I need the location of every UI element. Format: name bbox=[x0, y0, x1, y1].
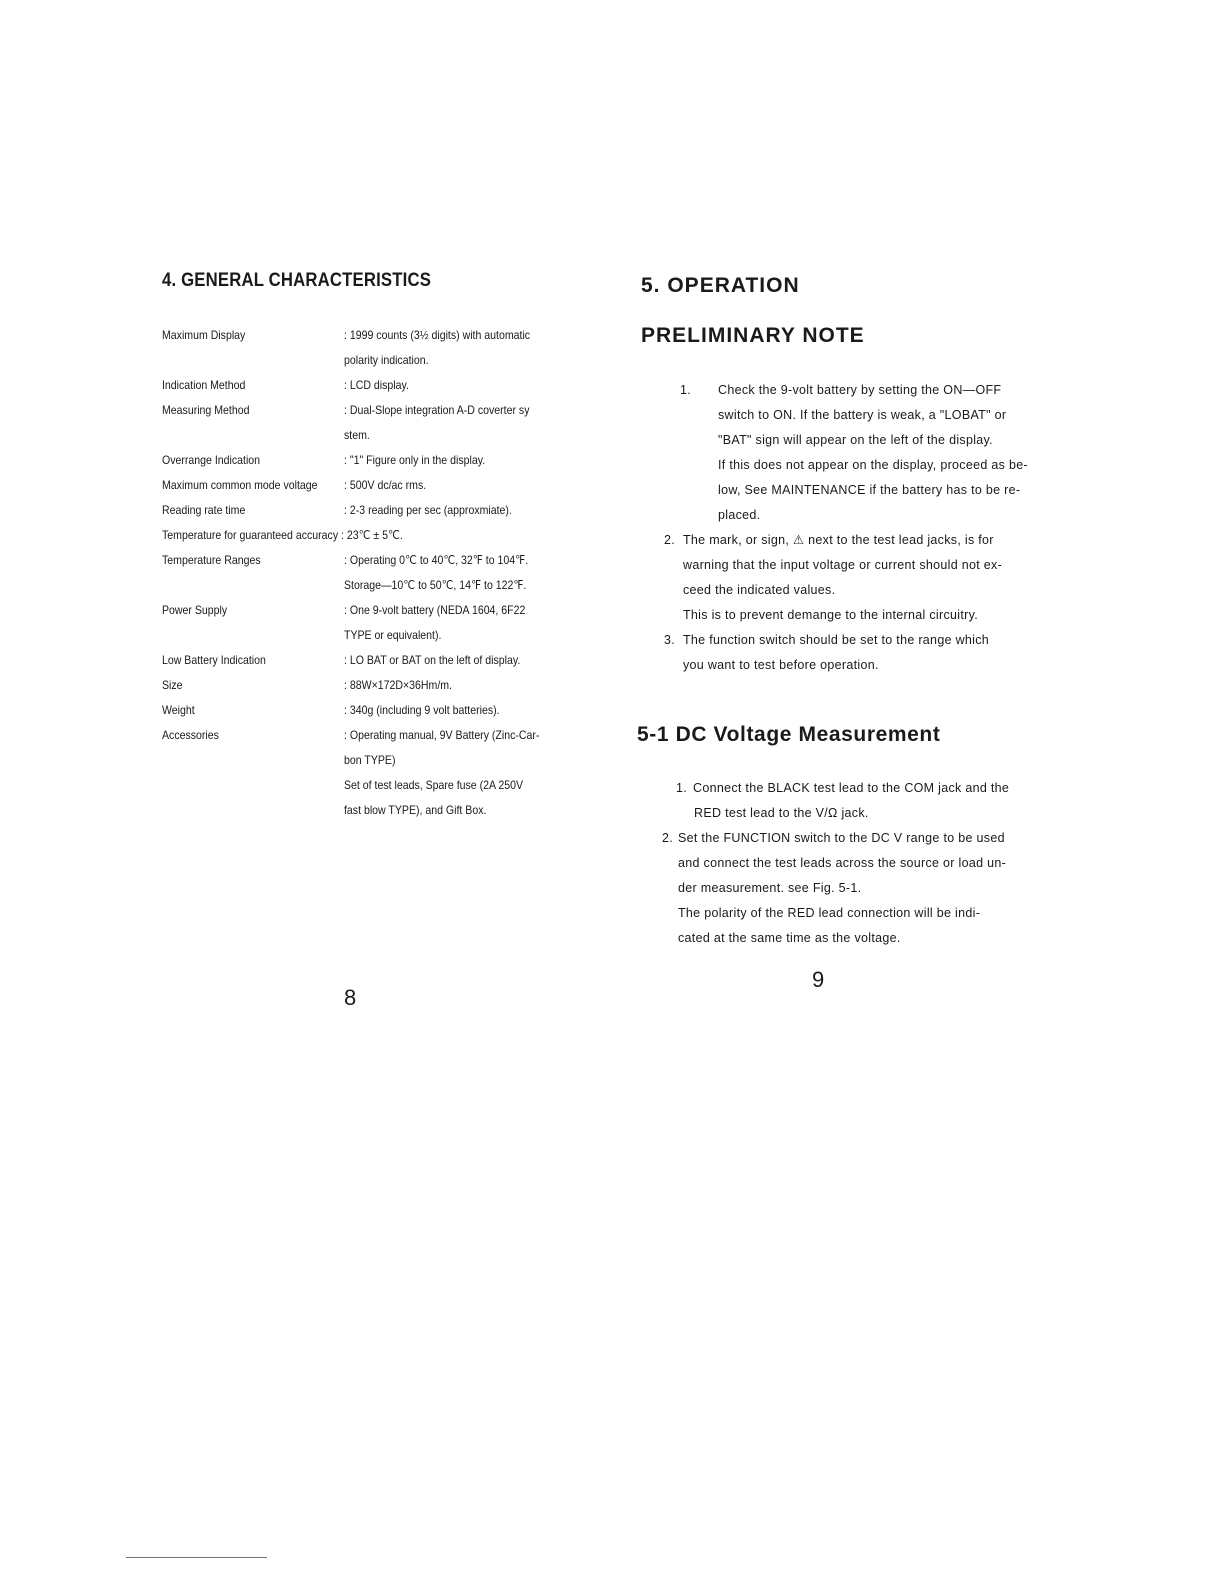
spec-value-line: : 88W×172D×36Hm/m. bbox=[344, 678, 452, 692]
spec-value bbox=[344, 323, 562, 373]
section-heading-general-characteristics: 4. GENERAL CHARACTERISTICS bbox=[162, 270, 432, 291]
list-item-line: switch to ON. If the battery is weak, a "LOBAT" or bbox=[718, 408, 1007, 422]
spec-value bbox=[344, 398, 562, 448]
spec-label: Low Battery Indication bbox=[162, 653, 266, 667]
spec-table bbox=[162, 323, 592, 823]
spec-value bbox=[162, 523, 540, 548]
spec-label: Accessories bbox=[162, 728, 219, 742]
spec-label: Measuring Method bbox=[162, 403, 250, 417]
spec-value-line: polarity indication. bbox=[344, 353, 429, 367]
spec-value bbox=[344, 548, 562, 598]
list-item-line: cated at the same time as the voltage. bbox=[678, 931, 901, 945]
spec-value-line: : Operating manual, 9V Battery (Zinc-Car- bbox=[344, 728, 540, 742]
spec-value bbox=[344, 598, 562, 648]
list-item-line: ceed the indicated values. bbox=[683, 583, 836, 597]
list-item-number: 2. bbox=[664, 533, 676, 547]
spec-value-line: : Dual-Slope integration A-D coverter sy bbox=[344, 403, 530, 417]
list-item-line: warning that the input voltage or current should not ex- bbox=[683, 558, 1003, 572]
list-item-number: 3. bbox=[664, 633, 676, 647]
spec-label: Reading rate time bbox=[162, 503, 246, 517]
spec-value-line: : 2-3 reading per sec (approxmiate). bbox=[344, 503, 512, 517]
spec-row bbox=[162, 673, 592, 698]
spec-value-line: : "1" Figure only in the display. bbox=[344, 453, 486, 467]
list-item-line: der measurement. see Fig. 5-1. bbox=[678, 881, 862, 895]
dc-voltage-steps-list bbox=[662, 776, 1052, 951]
list-item-line: "BAT" sign will appear on the left of the display. bbox=[718, 433, 993, 447]
subheading-preliminary-note: PRELIMINARY NOTE bbox=[641, 324, 865, 347]
spec-value bbox=[344, 648, 562, 673]
spec-value-line: : LCD display. bbox=[344, 378, 409, 392]
spec-value bbox=[344, 448, 562, 473]
spec-label: Weight bbox=[162, 703, 195, 717]
spec-row bbox=[162, 498, 592, 523]
list-item-line: RED test lead to the V/Ω jack. bbox=[694, 806, 869, 820]
spec-row bbox=[162, 398, 592, 448]
page-number-left: 8 bbox=[344, 985, 357, 1010]
spec-value-line: bon TYPE) bbox=[344, 753, 396, 767]
spec-row bbox=[162, 323, 592, 373]
spec-value-line: Storage—10℃ to 50℃, 14℉ to 122℉. bbox=[344, 578, 527, 592]
spec-label: Temperature for guaranteed accuracy : 23℃ ± 5℃. bbox=[162, 528, 403, 542]
list-item bbox=[662, 826, 1052, 951]
list-item bbox=[664, 628, 1054, 678]
spec-label: Power Supply bbox=[162, 603, 228, 617]
spec-value bbox=[344, 723, 562, 823]
list-item bbox=[680, 378, 1054, 528]
spec-label: Overrange Indication bbox=[162, 453, 261, 467]
list-item-line: The polarity of the RED lead connection will be indi- bbox=[678, 906, 981, 920]
list-item-line: This is to prevent demange to the internal circuitry. bbox=[683, 608, 978, 622]
spec-value bbox=[344, 698, 562, 723]
section-heading-operation: 5. OPERATION bbox=[641, 274, 800, 297]
page-number-right: 9 bbox=[812, 967, 825, 992]
spec-value-line: : One 9-volt battery (NEDA 1604, 6F22 bbox=[344, 603, 526, 617]
list-item-number: 2. bbox=[662, 831, 674, 845]
spec-row bbox=[162, 723, 592, 823]
section-heading-dc-voltage: 5-1 DC Voltage Measurement bbox=[637, 723, 941, 746]
list-item-line: placed. bbox=[718, 508, 761, 522]
list-item-line: The mark, or sign, ⚠ next to the test lead jacks, is for bbox=[683, 533, 994, 547]
spec-label: Indication Method bbox=[162, 378, 246, 392]
spec-row bbox=[162, 648, 592, 673]
list-item bbox=[664, 528, 1054, 628]
spec-row bbox=[162, 473, 592, 498]
list-item-line: you want to test before operation. bbox=[683, 658, 879, 672]
list-item bbox=[676, 776, 1052, 826]
spec-row bbox=[162, 698, 592, 723]
spec-value-line: : 340g (including 9 volt batteries). bbox=[344, 703, 500, 717]
list-item-line: and connect the test leads across the source or load un- bbox=[678, 856, 1007, 870]
spec-value-line: fast blow TYPE), and Gift Box. bbox=[344, 803, 487, 817]
spec-row bbox=[162, 548, 592, 598]
spec-row bbox=[162, 523, 592, 548]
spec-row bbox=[162, 373, 592, 398]
spec-value-line: TYPE or equivalent). bbox=[344, 628, 442, 642]
spec-value bbox=[344, 473, 562, 498]
preliminary-note-list bbox=[664, 378, 1054, 678]
spec-value bbox=[344, 673, 562, 698]
list-item-number: 1. bbox=[676, 781, 688, 795]
spec-label: Size bbox=[162, 678, 183, 692]
spec-label: Maximum Display bbox=[162, 328, 246, 342]
list-item-number: 1. bbox=[680, 383, 692, 397]
list-item-line: low, See MAINTENANCE if the battery has to be re- bbox=[718, 483, 1021, 497]
spec-value-line: : Operating 0℃ to 40℃, 32℉ to 104℉. bbox=[344, 553, 529, 567]
footer-rule bbox=[126, 1557, 267, 1558]
spec-row bbox=[162, 598, 592, 648]
spec-value-line: : LO BAT or BAT on the left of display. bbox=[344, 653, 521, 667]
spec-value-line: : 500V dc/ac rms. bbox=[344, 478, 427, 492]
list-item-line: Set the FUNCTION switch to the DC V range to be used bbox=[678, 831, 1005, 845]
spec-value bbox=[344, 498, 562, 523]
list-item-line: Connect the BLACK test lead to the COM jack and the bbox=[693, 781, 1010, 795]
spec-value-line: stem. bbox=[344, 428, 370, 442]
spec-value-line: : 1999 counts (3½ digits) with automatic bbox=[344, 328, 531, 342]
spec-label: Maximum common mode voltage bbox=[162, 478, 318, 492]
spec-label: Temperature Ranges bbox=[162, 553, 261, 567]
spec-row bbox=[162, 448, 592, 473]
list-item-line: Check the 9-volt battery by setting the ON—OFF bbox=[718, 383, 1002, 397]
spec-value bbox=[344, 373, 562, 398]
list-item-line: The function switch should be set to the range which bbox=[683, 633, 990, 647]
spec-value-line: Set of test leads, Spare fuse (2A 250V bbox=[344, 778, 524, 792]
list-item-line: If this does not appear on the display, proceed as be- bbox=[718, 458, 1028, 472]
